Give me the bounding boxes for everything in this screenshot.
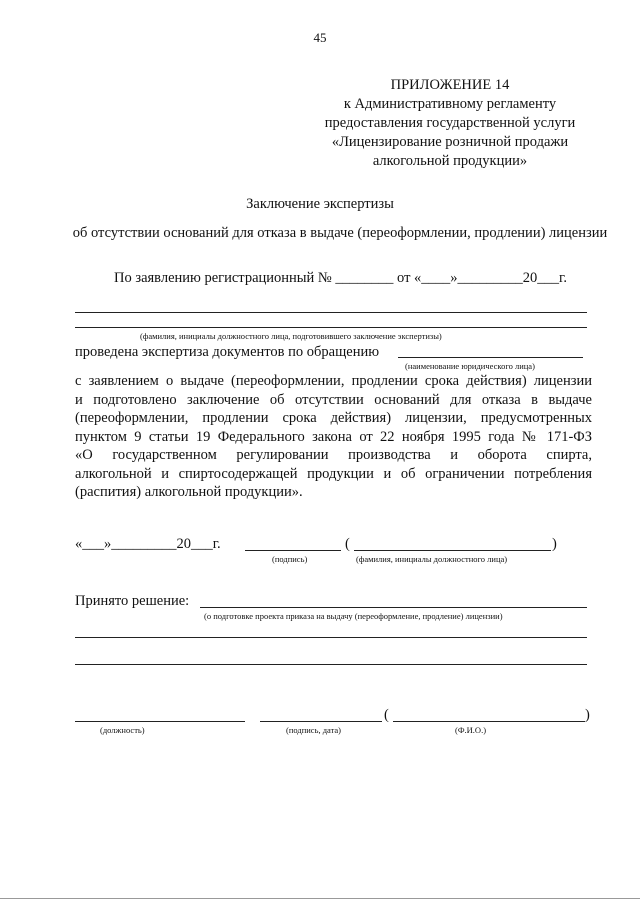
decision-caption: (о подготовке проекта приказа на выдачу (переоформление, продление) лицензии): [204, 611, 503, 621]
decision-label: Принято решение:: [75, 593, 190, 609]
position-caption: (должность): [100, 725, 145, 735]
body-line: алкогольной и спиртосодержащей продукции и об ограничении потребления: [75, 465, 592, 482]
open-paren: (: [345, 536, 350, 552]
appendix-line: «Лицензирование розничной продажи: [331, 134, 569, 150]
body-line: (переоформлении, продлении срока действия) лицензии, предусмотренных: [75, 410, 592, 426]
legal-entity-caption: (наименование юридического лица): [405, 361, 535, 371]
signature-caption: (подпись): [272, 554, 308, 564]
position-line: [75, 721, 245, 722]
application-line: По заявлению регистрационный № ________ от «____»_________20___г.: [114, 270, 567, 286]
fio-caption: (Ф.И.О.): [455, 725, 487, 735]
body-paragraph: [75, 372, 592, 502]
blank-line: [75, 664, 587, 665]
sign-date-caption: (подпись, дата): [286, 725, 342, 735]
official-caption: (фамилия, инициалы должностного лица, подготовившего заключение экспертизы): [140, 331, 442, 341]
blank-line: [75, 637, 587, 638]
legal-entity-line: [398, 357, 583, 358]
body-line: (распития) алкогольной продукции».: [75, 484, 303, 500]
appendix-header: [300, 76, 600, 171]
body-line: и подготовлено заключение об отсутствии оснований для отказа в выдаче: [75, 391, 592, 408]
appendix-line: алкогольной продукции»: [372, 153, 528, 169]
official-name-line: [75, 327, 587, 328]
signature-line: [245, 550, 341, 551]
body-line: с заявлением о выдаче (переоформлении, продлении срока действия) лицензии: [75, 373, 592, 389]
close-paren: ): [585, 707, 590, 723]
document-title: Заключение экспертизы: [246, 196, 394, 212]
fio-line: [393, 721, 585, 722]
appendix-line: предоставления государственной услуги: [324, 115, 576, 131]
page-number: 45: [313, 30, 327, 45]
document-subtitle: об отсутствии оснований для отказа в выдаче (переоформлении, продлении) лицензии: [72, 225, 608, 241]
sign-date-line: [260, 721, 382, 722]
body-line: «О государственном регулировании производства и оборота спирта,: [75, 447, 592, 463]
appendix-title: ПРИЛОЖЕНИЕ 14: [390, 77, 510, 93]
close-paren: ): [552, 536, 557, 552]
official-name-line: [354, 550, 551, 551]
open-paren: (: [384, 707, 389, 723]
expertise-text: проведена экспертиза документов по обращению: [75, 344, 380, 360]
decision-line: [200, 607, 587, 608]
page-bottom-rule: [0, 898, 640, 899]
blank-line: [75, 312, 587, 313]
body-line: пунктом 9 статьи 19 Федерального закона от 22 ноября 1995 года № 171-ФЗ: [75, 428, 592, 445]
appendix-line: к Административному регламенту: [343, 96, 557, 112]
official-caption: (фамилия, инициалы должностного лица): [356, 554, 508, 564]
signature-date: «___»_________20___г.: [75, 536, 221, 552]
